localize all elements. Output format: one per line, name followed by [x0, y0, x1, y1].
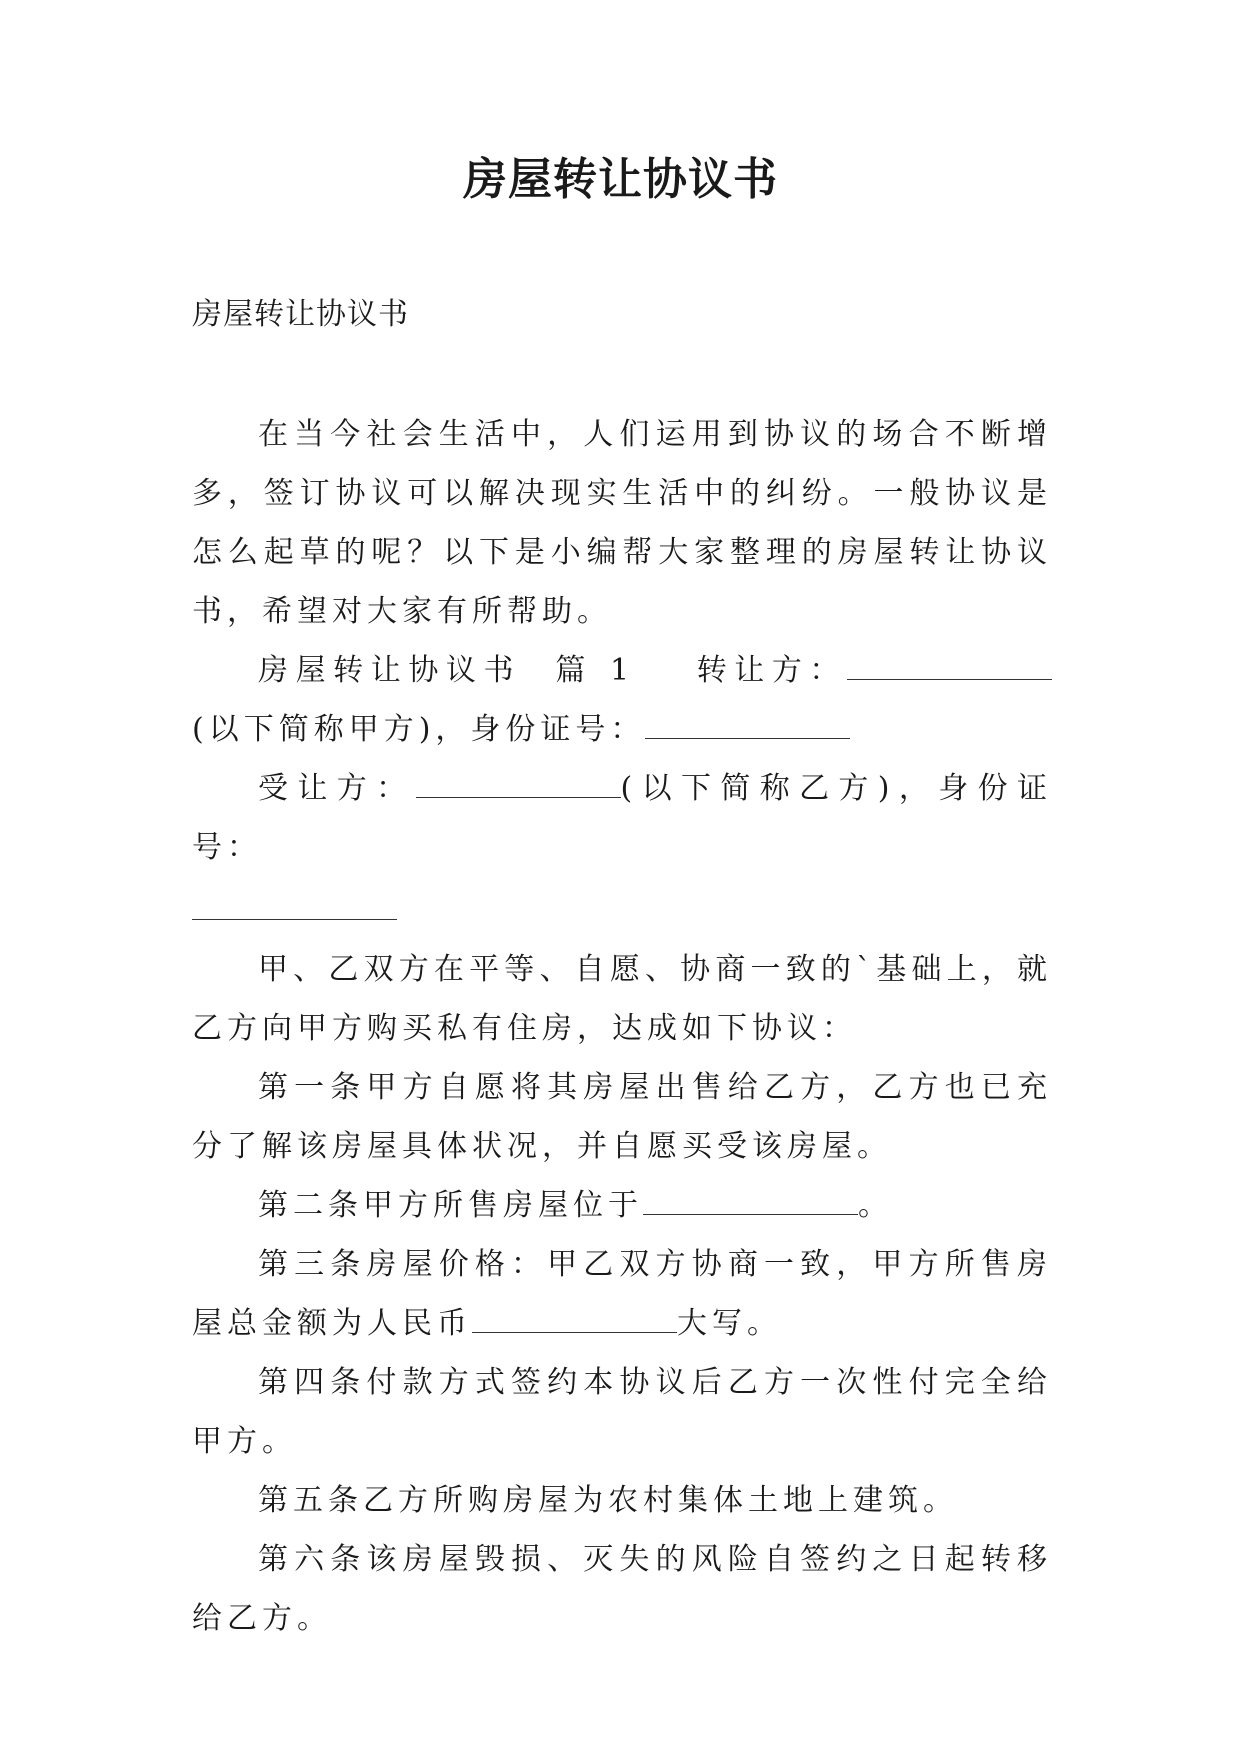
transferee-label: 受让方：: [258, 771, 416, 806]
transferor-id-blank: [645, 708, 850, 739]
document-title: 房屋转让协议书: [463, 154, 778, 205]
article-2: [192, 1176, 1052, 1235]
article-3-end: 大写。: [677, 1306, 782, 1341]
article-2-end: 。: [858, 1188, 893, 1223]
transferee-suffix: (以下简称乙方)，身份证号：: [192, 771, 1052, 865]
article-3-text: 第三条房屋价格：甲乙双方协商一致，甲方所售房屋总金额为人民币: [192, 1247, 1052, 1341]
intro-paragraph: 在当今社会生活中，人们运用到协议的场合不断增多，签订协议可以解决现实生活中的纠纷。一般协议是怎么起草的呢？以下是小编帮大家整理的房屋转让协议书，希望对大家有所帮助。: [192, 417, 1052, 629]
transferor-label: 转让方：: [694, 653, 848, 688]
section1-paragraph: [192, 641, 1052, 759]
transferee-id-blank: [192, 889, 397, 920]
article-3: [192, 1235, 1052, 1353]
document-subtitle: 房屋转让协议书: [192, 297, 409, 332]
price-blank: [472, 1302, 677, 1333]
transferee-name-blank: [416, 767, 621, 798]
article-6: 第六条该房屋毁损、灭失的风险自签约之日起转移给乙方。: [192, 1542, 1052, 1636]
transferee-paragraph: [192, 759, 1052, 877]
house-location-blank: [643, 1184, 858, 1215]
transferor-name-blank: [847, 649, 1052, 680]
transferor-suffix: (以下简称甲方)，身份证号：: [192, 712, 646, 747]
article-5: 第五条乙方所购房屋为农村集体土地上建筑。: [258, 1483, 958, 1518]
transferee-id-line: [192, 877, 1052, 940]
article-2-text: 第二条甲方所售房屋位于: [258, 1188, 643, 1223]
section1-chapter: 篇 1: [555, 653, 635, 688]
article-1: 第一条甲方自愿将其房屋出售给乙方，乙方也已充分了解该房屋具体状况，并自愿买受该房屋。: [192, 1070, 1052, 1164]
section1-heading: 房屋转让协议书: [258, 653, 522, 688]
article-4: 第四条付款方式签约本协议后乙方一次性付完全给甲方。: [192, 1365, 1052, 1459]
preamble-paragraph: 甲、乙双方在平等、自愿、协商一致的`基础上，就乙方向甲方购买私有住房，达成如下协议：: [192, 952, 1052, 1046]
document-body: [192, 405, 1052, 1648]
